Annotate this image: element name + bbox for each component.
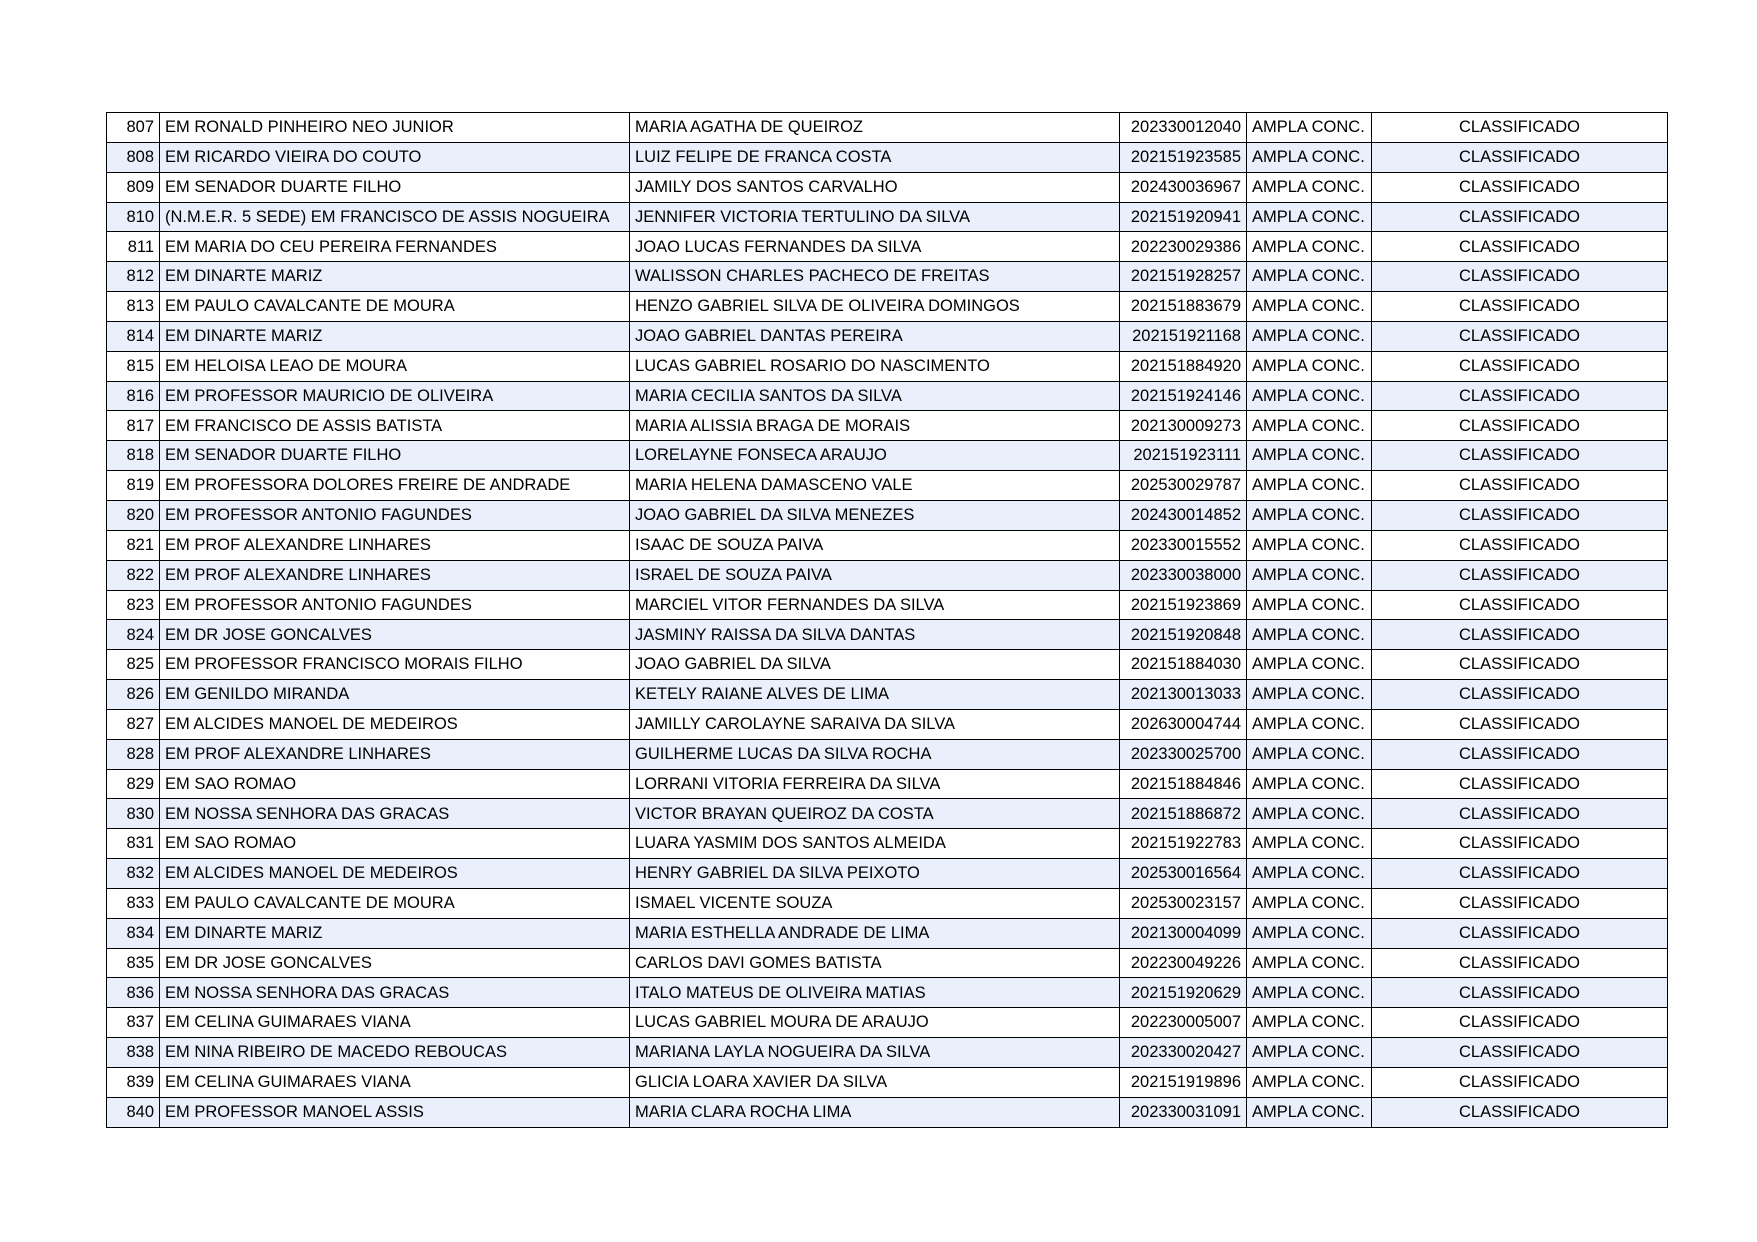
table-row (107, 113, 1668, 143)
status-cell: CLASSIFICADO (1372, 292, 1668, 322)
school-name-cell: EM PROFESSOR FRANCISCO MORAIS FILHO (160, 650, 630, 680)
status-cell: CLASSIFICADO (1372, 1008, 1668, 1038)
row-number-cell: 825 (107, 650, 160, 680)
student-name-cell: JAMILLY CAROLAYNE SARAIVA DA SILVA (630, 709, 1120, 739)
student-name-cell: MARIA CLARA ROCHA LIMA (630, 1097, 1120, 1127)
student-name-cell: JOAO GABRIEL DA SILVA MENEZES (630, 500, 1120, 530)
row-number-cell: 807 (107, 113, 160, 143)
status-cell: CLASSIFICADO (1372, 321, 1668, 351)
student-name-cell: JASMINY RAISSA DA SILVA DANTAS (630, 620, 1120, 650)
status-cell: CLASSIFICADO (1372, 709, 1668, 739)
status-cell: CLASSIFICADO (1372, 381, 1668, 411)
student-name-cell: ISMAEL VICENTE SOUZA (630, 888, 1120, 918)
modality-cell: AMPLA CONC. (1247, 799, 1372, 829)
table-row (107, 859, 1668, 889)
table-row (107, 680, 1668, 710)
row-number-cell: 815 (107, 351, 160, 381)
modality-cell: AMPLA CONC. (1247, 411, 1372, 441)
registration-number-cell: 202151921168 (1120, 321, 1247, 351)
student-name-cell: WALISSON CHARLES PACHECO DE FREITAS (630, 262, 1120, 292)
modality-cell: AMPLA CONC. (1247, 978, 1372, 1008)
status-cell: CLASSIFICADO (1372, 1097, 1668, 1127)
modality-cell: AMPLA CONC. (1247, 172, 1372, 202)
school-name-cell: EM ALCIDES MANOEL DE MEDEIROS (160, 859, 630, 889)
school-name-cell: EM CELINA GUIMARAES VIANA (160, 1008, 630, 1038)
registration-number-cell: 202530016564 (1120, 859, 1247, 889)
table-row (107, 202, 1668, 232)
student-name-cell: MARIA ALISSIA BRAGA DE MORAIS (630, 411, 1120, 441)
student-name-cell: LORRANI VITORIA FERREIRA DA SILVA (630, 769, 1120, 799)
row-number-cell: 820 (107, 500, 160, 530)
school-name-cell: EM CELINA GUIMARAES VIANA (160, 1068, 630, 1098)
registration-number-cell: 202130013033 (1120, 680, 1247, 710)
registration-number-cell: 202530023157 (1120, 888, 1247, 918)
table-row (107, 590, 1668, 620)
registration-number-cell: 202151923585 (1120, 142, 1247, 172)
row-number-cell: 813 (107, 292, 160, 322)
row-number-cell: 840 (107, 1097, 160, 1127)
registration-number-cell: 202151884846 (1120, 769, 1247, 799)
registration-number-cell: 202330020427 (1120, 1038, 1247, 1068)
registration-number-cell: 202230049226 (1120, 948, 1247, 978)
registration-number-cell: 202151886872 (1120, 799, 1247, 829)
student-name-cell: LUCAS GABRIEL ROSARIO DO NASCIMENTO (630, 351, 1120, 381)
school-name-cell: EM ALCIDES MANOEL DE MEDEIROS (160, 709, 630, 739)
student-name-cell: GUILHERME LUCAS DA SILVA ROCHA (630, 739, 1120, 769)
modality-cell: AMPLA CONC. (1247, 560, 1372, 590)
status-cell: CLASSIFICADO (1372, 620, 1668, 650)
registration-number-cell: 202130004099 (1120, 918, 1247, 948)
student-name-cell: JOAO GABRIEL DA SILVA (630, 650, 1120, 680)
row-number-cell: 819 (107, 471, 160, 501)
registration-number-cell: 202151928257 (1120, 262, 1247, 292)
row-number-cell: 832 (107, 859, 160, 889)
modality-cell: AMPLA CONC. (1247, 1038, 1372, 1068)
row-number-cell: 809 (107, 172, 160, 202)
school-name-cell: EM SAO ROMAO (160, 769, 630, 799)
status-cell: CLASSIFICADO (1372, 888, 1668, 918)
registration-number-cell: 202430036967 (1120, 172, 1247, 202)
school-name-cell: EM PROF ALEXANDRE LINHARES (160, 530, 630, 560)
table-row (107, 321, 1668, 351)
row-number-cell: 823 (107, 590, 160, 620)
modality-cell: AMPLA CONC. (1247, 709, 1372, 739)
student-name-cell: KETELY RAIANE ALVES DE LIMA (630, 680, 1120, 710)
school-name-cell: EM PAULO CAVALCANTE DE MOURA (160, 292, 630, 322)
row-number-cell: 818 (107, 441, 160, 471)
row-number-cell: 821 (107, 530, 160, 560)
school-name-cell: EM DINARTE MARIZ (160, 321, 630, 351)
registration-number-cell: 202151922783 (1120, 829, 1247, 859)
table-row (107, 232, 1668, 262)
status-cell: CLASSIFICADO (1372, 918, 1668, 948)
student-name-cell: JOAO GABRIEL DANTAS PEREIRA (630, 321, 1120, 351)
student-name-cell: MARIA CECILIA SANTOS DA SILVA (630, 381, 1120, 411)
registration-number-cell: 202330031091 (1120, 1097, 1247, 1127)
student-name-cell: ISRAEL DE SOUZA PAIVA (630, 560, 1120, 590)
row-number-cell: 824 (107, 620, 160, 650)
modality-cell: AMPLA CONC. (1247, 262, 1372, 292)
registration-number-cell: 202151884920 (1120, 351, 1247, 381)
modality-cell: AMPLA CONC. (1247, 292, 1372, 322)
school-name-cell: EM NOSSA SENHORA DAS GRACAS (160, 799, 630, 829)
table-row (107, 1097, 1668, 1127)
row-number-cell: 837 (107, 1008, 160, 1038)
row-number-cell: 836 (107, 978, 160, 1008)
student-name-cell: MARIA ESTHELLA ANDRADE DE LIMA (630, 918, 1120, 948)
table-row (107, 1068, 1668, 1098)
table-row (107, 530, 1668, 560)
table-row (107, 978, 1668, 1008)
school-name-cell: EM PROF ALEXANDRE LINHARES (160, 739, 630, 769)
status-cell: CLASSIFICADO (1372, 441, 1668, 471)
table-row (107, 1038, 1668, 1068)
table-row (107, 620, 1668, 650)
modality-cell: AMPLA CONC. (1247, 590, 1372, 620)
status-cell: CLASSIFICADO (1372, 232, 1668, 262)
modality-cell: AMPLA CONC. (1247, 351, 1372, 381)
modality-cell: AMPLA CONC. (1247, 829, 1372, 859)
school-name-cell: EM NOSSA SENHORA DAS GRACAS (160, 978, 630, 1008)
student-name-cell: MARIA AGATHA DE QUEIROZ (630, 113, 1120, 143)
registration-number-cell: 202151923869 (1120, 590, 1247, 620)
modality-cell: AMPLA CONC. (1247, 948, 1372, 978)
student-name-cell: JOAO LUCAS FERNANDES DA SILVA (630, 232, 1120, 262)
modality-cell: AMPLA CONC. (1247, 650, 1372, 680)
status-cell: CLASSIFICADO (1372, 799, 1668, 829)
modality-cell: AMPLA CONC. (1247, 739, 1372, 769)
school-name-cell: EM GENILDO MIRANDA (160, 680, 630, 710)
table-row (107, 799, 1668, 829)
table-row (107, 769, 1668, 799)
status-cell: CLASSIFICADO (1372, 590, 1668, 620)
student-name-cell: MARIA HELENA DAMASCENO VALE (630, 471, 1120, 501)
registration-number-cell: 202151883679 (1120, 292, 1247, 322)
row-number-cell: 831 (107, 829, 160, 859)
status-cell: CLASSIFICADO (1372, 680, 1668, 710)
student-name-cell: JAMILY DOS SANTOS CARVALHO (630, 172, 1120, 202)
registration-number-cell: 202530029787 (1120, 471, 1247, 501)
modality-cell: AMPLA CONC. (1247, 620, 1372, 650)
registration-number-cell: 202630004744 (1120, 709, 1247, 739)
status-cell: CLASSIFICADO (1372, 351, 1668, 381)
row-number-cell: 808 (107, 142, 160, 172)
status-cell: CLASSIFICADO (1372, 500, 1668, 530)
registration-number-cell: 202151920941 (1120, 202, 1247, 232)
registration-number-cell: 202151920629 (1120, 978, 1247, 1008)
registration-number-cell: 202151884030 (1120, 650, 1247, 680)
status-cell: CLASSIFICADO (1372, 829, 1668, 859)
table-row (107, 441, 1668, 471)
table-row (107, 650, 1668, 680)
registration-number-cell: 202430014852 (1120, 500, 1247, 530)
table-row (107, 411, 1668, 441)
status-cell: CLASSIFICADO (1372, 1038, 1668, 1068)
student-name-cell: ITALO MATEUS DE OLIVEIRA MATIAS (630, 978, 1120, 1008)
results-table (106, 112, 1668, 1128)
row-number-cell: 833 (107, 888, 160, 918)
row-number-cell: 834 (107, 918, 160, 948)
registration-number-cell: 202151923111 (1120, 441, 1247, 471)
registration-number-cell: 202330038000 (1120, 560, 1247, 590)
row-number-cell: 812 (107, 262, 160, 292)
row-number-cell: 830 (107, 799, 160, 829)
status-cell: CLASSIFICADO (1372, 172, 1668, 202)
table-row (107, 560, 1668, 590)
modality-cell: AMPLA CONC. (1247, 769, 1372, 799)
school-name-cell: EM PAULO CAVALCANTE DE MOURA (160, 888, 630, 918)
status-cell: CLASSIFICADO (1372, 948, 1668, 978)
student-name-cell: LUIZ FELIPE DE FRANCA COSTA (630, 142, 1120, 172)
modality-cell: AMPLA CONC. (1247, 113, 1372, 143)
row-number-cell: 828 (107, 739, 160, 769)
school-name-cell: (N.M.E.R. 5 SEDE) EM FRANCISCO DE ASSIS NOGUEIRA (160, 202, 630, 232)
status-cell: CLASSIFICADO (1372, 262, 1668, 292)
status-cell: CLASSIFICADO (1372, 471, 1668, 501)
modality-cell: AMPLA CONC. (1247, 859, 1372, 889)
school-name-cell: EM DR JOSE GONCALVES (160, 620, 630, 650)
status-cell: CLASSIFICADO (1372, 560, 1668, 590)
school-name-cell: EM MARIA DO CEU PEREIRA FERNANDES (160, 232, 630, 262)
school-name-cell: EM RONALD PINHEIRO NEO JUNIOR (160, 113, 630, 143)
registration-number-cell: 202130009273 (1120, 411, 1247, 441)
status-cell: CLASSIFICADO (1372, 978, 1668, 1008)
registration-number-cell: 202151920848 (1120, 620, 1247, 650)
registration-number-cell: 202330012040 (1120, 113, 1247, 143)
school-name-cell: EM PROFESSOR MANOEL ASSIS (160, 1097, 630, 1127)
registration-number-cell: 202230005007 (1120, 1008, 1247, 1038)
table-row (107, 172, 1668, 202)
row-number-cell: 814 (107, 321, 160, 351)
table-row (107, 142, 1668, 172)
student-name-cell: LORELAYNE FONSECA ARAUJO (630, 441, 1120, 471)
status-cell: CLASSIFICADO (1372, 113, 1668, 143)
registration-number-cell: 202151919896 (1120, 1068, 1247, 1098)
row-number-cell: 829 (107, 769, 160, 799)
results-table-body (107, 113, 1668, 1128)
status-cell: CLASSIFICADO (1372, 739, 1668, 769)
row-number-cell: 817 (107, 411, 160, 441)
student-name-cell: JENNIFER VICTORIA TERTULINO DA SILVA (630, 202, 1120, 232)
row-number-cell: 816 (107, 381, 160, 411)
modality-cell: AMPLA CONC. (1247, 232, 1372, 262)
student-name-cell: GLICIA LOARA XAVIER DA SILVA (630, 1068, 1120, 1098)
school-name-cell: EM PROFESSOR ANTONIO FAGUNDES (160, 500, 630, 530)
registration-number-cell: 202330025700 (1120, 739, 1247, 769)
row-number-cell: 826 (107, 680, 160, 710)
table-row (107, 739, 1668, 769)
table-row (107, 292, 1668, 322)
student-name-cell: LUCAS GABRIEL MOURA DE ARAUJO (630, 1008, 1120, 1038)
student-name-cell: MARIANA LAYLA NOGUEIRA DA SILVA (630, 1038, 1120, 1068)
school-name-cell: EM SENADOR DUARTE FILHO (160, 441, 630, 471)
row-number-cell: 839 (107, 1068, 160, 1098)
row-number-cell: 827 (107, 709, 160, 739)
status-cell: CLASSIFICADO (1372, 202, 1668, 232)
modality-cell: AMPLA CONC. (1247, 500, 1372, 530)
student-name-cell: CARLOS DAVI GOMES BATISTA (630, 948, 1120, 978)
modality-cell: AMPLA CONC. (1247, 1068, 1372, 1098)
table-row (107, 471, 1668, 501)
school-name-cell: EM HELOISA LEAO DE MOURA (160, 351, 630, 381)
school-name-cell: EM NINA RIBEIRO DE MACEDO REBOUCAS (160, 1038, 630, 1068)
modality-cell: AMPLA CONC. (1247, 471, 1372, 501)
modality-cell: AMPLA CONC. (1247, 202, 1372, 232)
student-name-cell: HENZO GABRIEL SILVA DE OLIVEIRA DOMINGOS (630, 292, 1120, 322)
table-row (107, 829, 1668, 859)
registration-number-cell: 202230029386 (1120, 232, 1247, 262)
status-cell: CLASSIFICADO (1372, 1068, 1668, 1098)
status-cell: CLASSIFICADO (1372, 769, 1668, 799)
table-row (107, 351, 1668, 381)
school-name-cell: EM RICARDO VIEIRA DO COUTO (160, 142, 630, 172)
modality-cell: AMPLA CONC. (1247, 1008, 1372, 1038)
status-cell: CLASSIFICADO (1372, 530, 1668, 560)
school-name-cell: EM SENADOR DUARTE FILHO (160, 172, 630, 202)
school-name-cell: EM SAO ROMAO (160, 829, 630, 859)
school-name-cell: EM PROF ALEXANDRE LINHARES (160, 560, 630, 590)
status-cell: CLASSIFICADO (1372, 142, 1668, 172)
status-cell: CLASSIFICADO (1372, 411, 1668, 441)
modality-cell: AMPLA CONC. (1247, 918, 1372, 948)
student-name-cell: ISAAC DE SOUZA PAIVA (630, 530, 1120, 560)
school-name-cell: EM DINARTE MARIZ (160, 262, 630, 292)
school-name-cell: EM PROFESSORA DOLORES FREIRE DE ANDRADE (160, 471, 630, 501)
table-row (107, 381, 1668, 411)
modality-cell: AMPLA CONC. (1247, 441, 1372, 471)
table-row (107, 262, 1668, 292)
table-row (107, 918, 1668, 948)
table-row (107, 948, 1668, 978)
registration-number-cell: 202151924146 (1120, 381, 1247, 411)
school-name-cell: EM PROFESSOR MAURICIO DE OLIVEIRA (160, 381, 630, 411)
table-row (107, 888, 1668, 918)
row-number-cell: 835 (107, 948, 160, 978)
student-name-cell: MARCIEL VITOR FERNANDES DA SILVA (630, 590, 1120, 620)
school-name-cell: EM FRANCISCO DE ASSIS BATISTA (160, 411, 630, 441)
modality-cell: AMPLA CONC. (1247, 142, 1372, 172)
status-cell: CLASSIFICADO (1372, 859, 1668, 889)
student-name-cell: LUARA YASMIM DOS SANTOS ALMEIDA (630, 829, 1120, 859)
row-number-cell: 811 (107, 232, 160, 262)
modality-cell: AMPLA CONC. (1247, 1097, 1372, 1127)
modality-cell: AMPLA CONC. (1247, 888, 1372, 918)
table-row (107, 1008, 1668, 1038)
school-name-cell: EM PROFESSOR ANTONIO FAGUNDES (160, 590, 630, 620)
school-name-cell: EM DINARTE MARIZ (160, 918, 630, 948)
modality-cell: AMPLA CONC. (1247, 530, 1372, 560)
registration-number-cell: 202330015552 (1120, 530, 1247, 560)
modality-cell: AMPLA CONC. (1247, 381, 1372, 411)
row-number-cell: 838 (107, 1038, 160, 1068)
row-number-cell: 810 (107, 202, 160, 232)
table-row (107, 709, 1668, 739)
student-name-cell: VICTOR BRAYAN QUEIROZ DA COSTA (630, 799, 1120, 829)
student-name-cell: HENRY GABRIEL DA SILVA PEIXOTO (630, 859, 1120, 889)
modality-cell: AMPLA CONC. (1247, 680, 1372, 710)
table-row (107, 500, 1668, 530)
school-name-cell: EM DR JOSE GONCALVES (160, 948, 630, 978)
row-number-cell: 822 (107, 560, 160, 590)
modality-cell: AMPLA CONC. (1247, 321, 1372, 351)
status-cell: CLASSIFICADO (1372, 650, 1668, 680)
